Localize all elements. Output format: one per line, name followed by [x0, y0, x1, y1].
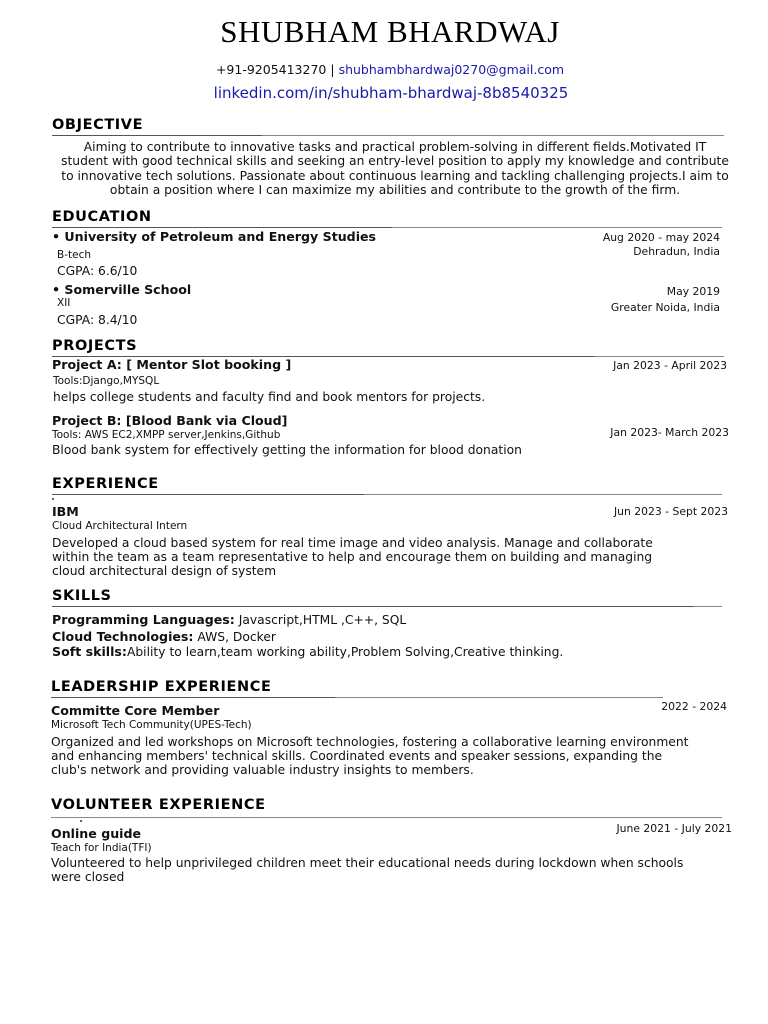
education-degree: B-tech [57, 249, 91, 261]
skill-row [52, 644, 563, 659]
leadership-date: 2022 - 2024 [661, 700, 727, 713]
education-degree: XII [57, 297, 71, 309]
education-location: Greater Noida, India [610, 301, 720, 314]
leadership-heading: LEADERSHIP EXPERIENCE [51, 679, 272, 695]
phone-number: +91-9205413270 [215, 62, 327, 77]
project-date: Jan 2023- March 2023 [610, 426, 729, 439]
objective-divider [52, 135, 262, 136]
contact-separator: | [330, 62, 335, 77]
volunteer-org: Teach for India(TFI) [51, 842, 152, 854]
leadership-divider [51, 697, 335, 698]
resume-name: SHUBHAM BHARDWAJ [220, 14, 560, 49]
objective-text: Aiming to contribute to innovative tasks and practical problem-solving in different fields.Motivated IT student with good technical skills and seeking an entry-level position to apply my knowledge and contribute to innovative tech solutions. Passionate about continuous learning and tackling challenging projects.I aim to obtain a position where I can maximize my abilities and contribute to the growth of the firm. [61, 140, 729, 198]
projects-divider-light [594, 356, 724, 357]
skill-label: Cloud Technologies: [52, 629, 194, 644]
leadership-divider-light [335, 697, 663, 698]
skill-label: Programming Languages: [52, 612, 235, 627]
education-school: • Somerville School [52, 282, 192, 297]
experience-date: Jun 2023 - Sept 2023 [613, 505, 728, 518]
education-school: • University of Petroleum and Energy Studies [52, 229, 377, 244]
contact-line [0, 62, 768, 77]
project-tools: Tools: AWS EC2,XMPP server,Jenkins,Github [52, 429, 281, 441]
education-date: Aug 2020 - may 2024 [602, 231, 720, 244]
skill-value: Ability to learn,team working ability,Problem Solving,Creative thinking. [126, 645, 564, 659]
bullet-marker [80, 820, 82, 822]
volunteer-divider [51, 817, 722, 818]
project-date: Jan 2023 - April 2023 [613, 359, 727, 372]
volunteer-title: Online guide [51, 826, 142, 841]
projects-heading: PROJECTS [52, 338, 138, 354]
skill-row [52, 629, 276, 644]
education-divider-light [392, 227, 722, 228]
project-title: Project A: [ Mentor Slot booking ] [52, 357, 292, 372]
project-description: helps college students and faculty find and book mentors for projects. [53, 390, 486, 404]
objective-heading: OBJECTIVE [52, 117, 144, 133]
bullet-marker [52, 498, 54, 500]
volunteer-date: June 2021 - July 2021 [616, 822, 732, 835]
experience-description: Developed a cloud based system for real time image and video analysis. Manage and collaborate within the team as a team representative to help and encourage them on building and managing cloud architectural design of system [52, 536, 653, 578]
skills-divider [52, 606, 694, 607]
experience-company: IBM [52, 504, 79, 519]
education-score: CGPA: 6.6/10 [57, 264, 138, 278]
volunteer-description: Volunteered to help unprivileged children meet their educational needs during lockdown when schools were closed [51, 856, 684, 884]
project-tools: Tools:Django,MYSQL [53, 375, 160, 387]
experience-divider-light [364, 494, 722, 495]
skills-divider-light [694, 606, 722, 607]
volunteer-heading: VOLUNTEER EXPERIENCE [51, 797, 266, 813]
experience-heading: EXPERIENCE [52, 476, 159, 492]
project-description: Blood bank system for effectively getting the information for blood donation [52, 443, 522, 457]
leadership-org: Microsoft Tech Community(UPES-Tech) [51, 719, 252, 731]
leadership-title: Committe Core Member [51, 703, 220, 718]
education-date: May 2019 [666, 285, 720, 298]
skills-heading: SKILLS [52, 588, 112, 604]
education-divider [52, 227, 392, 228]
leadership-description: Organized and led workshops on Microsoft technologies, fostering a collaborative learning environment and enhancing members' technical skills. Coordinated events and speaker sessions, expanding the club's network and providing valuable industry insights to members. [51, 735, 689, 777]
experience-divider [52, 494, 364, 495]
email-link[interactable]: shubhambhardwaj0270@gmail.com [338, 62, 565, 77]
education-score: CGPA: 8.4/10 [57, 313, 138, 327]
skill-value: Javascript,HTML ,C++, SQL [238, 613, 407, 627]
skill-value: AWS, Docker [197, 630, 276, 644]
linkedin-link[interactable]: linkedin.com/in/shubham-bhardwaj-8b8540325 [213, 84, 569, 102]
project-title: Project B: [Blood Bank via Cloud] [52, 413, 288, 428]
education-location: Dehradun, India [633, 245, 720, 258]
education-heading: EDUCATION [52, 209, 152, 225]
objective-divider-light [262, 135, 724, 136]
experience-role: Cloud Architectural Intern [52, 520, 188, 532]
skill-label: Soft skills: [52, 644, 127, 659]
skill-row [52, 612, 406, 627]
